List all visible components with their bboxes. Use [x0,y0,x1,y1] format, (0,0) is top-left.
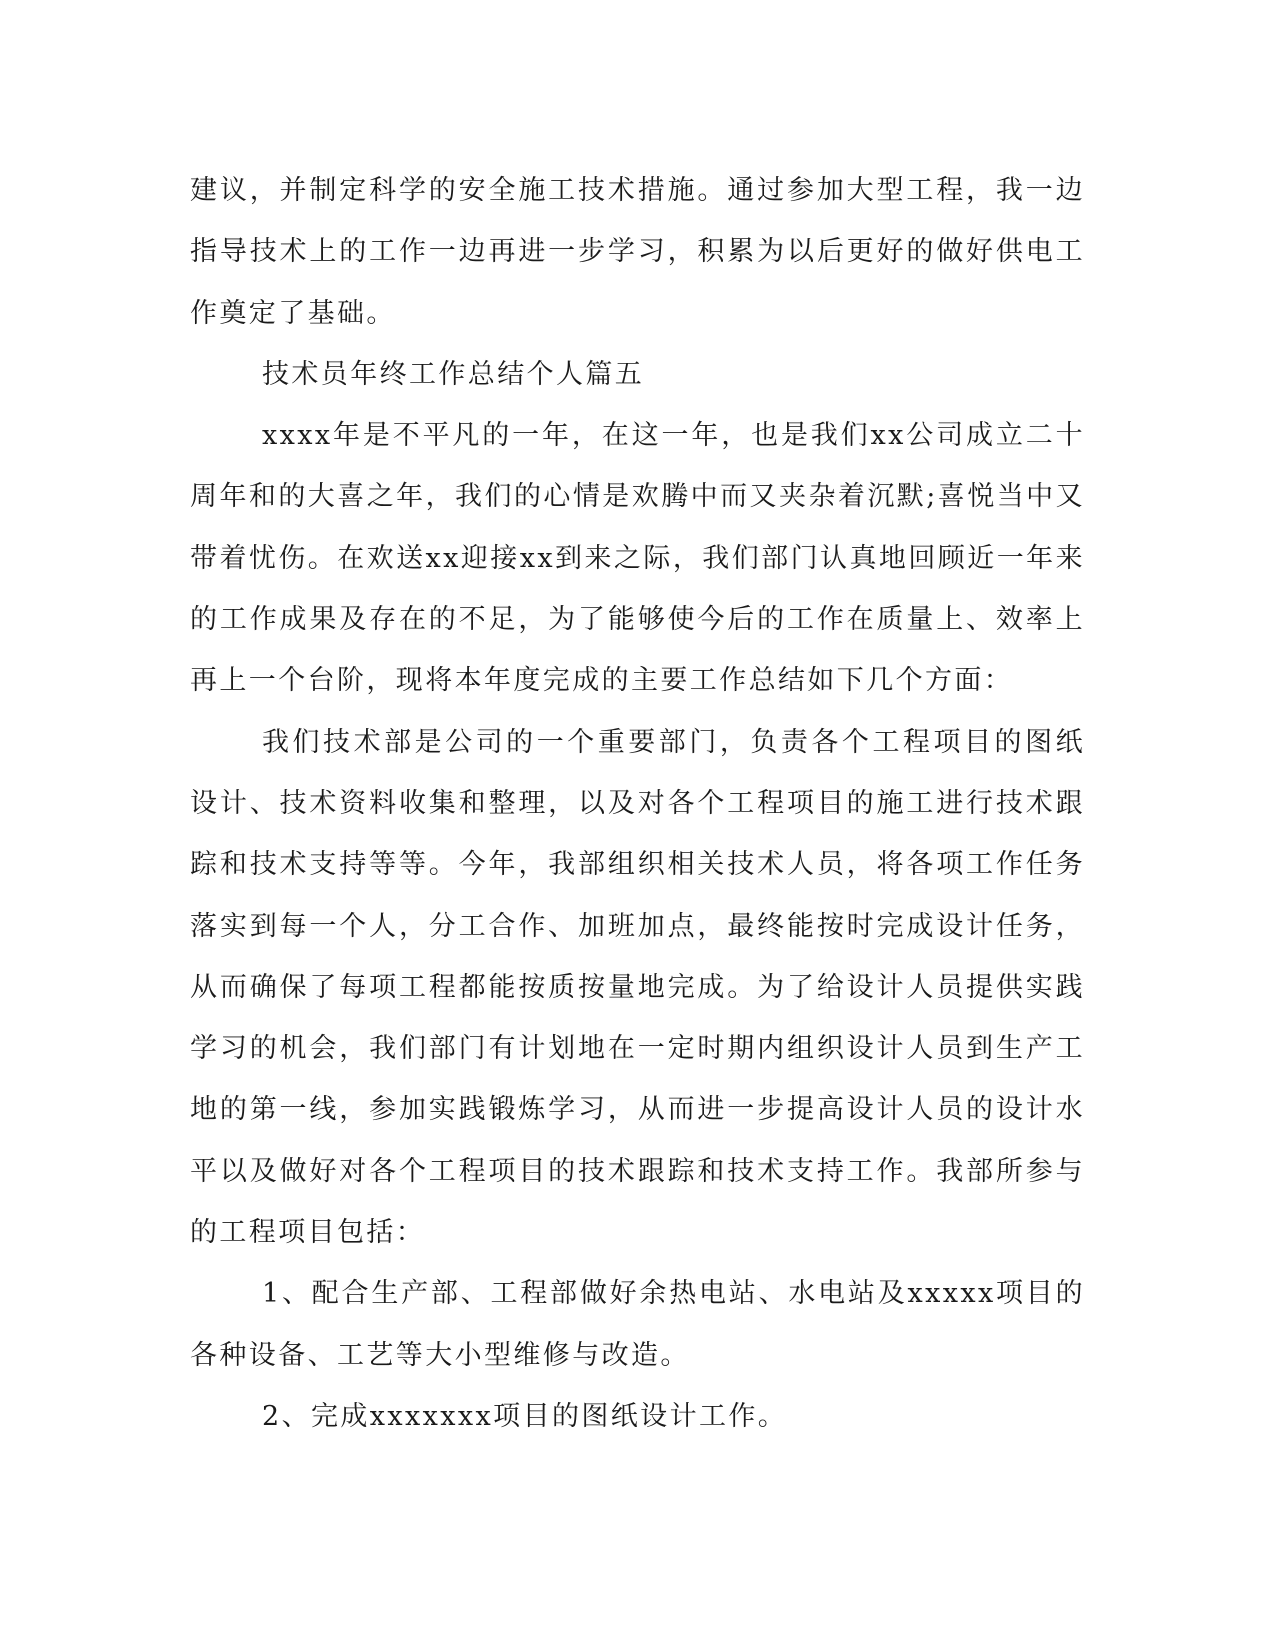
list-item-1: 1、配合生产部、工程部做好余热电站、水电站及xxxxx项目的各种设备、工艺等大小型维修与改造。 [190,1278,1085,1371]
list-item-2: 2、完成xxxxxxx项目的图纸设计工作。 [262,1400,788,1432]
paragraph-intro: xxxx年是不平凡的一年，在这一年，也是我们xx公司成立二十周年和的大喜之年，我们的心情是欢腾中而又夹杂着沉默;喜悦当中又带着忧伤。在欢送xx迎接xx到来之际，我们部门认真地回顾近一年来的工作成果及存在的不足，为了能够使今后的工作在质量上、效率上再上一个台阶，现将本年度完成的主要工作总结如下几个方面： [190,420,1085,697]
section-heading: 技术员年终工作总结个人篇五 [262,358,645,390]
document-body [190,160,1085,1447]
paragraph-department: 我们技术部是公司的一个重要部门，负责各个工程项目的图纸设计、技术资料收集和整理，以及对各个工程项目的施工进行技术跟踪和技术支持等等。今年，我部组织相关技术人员，将各项工作任务落实到每一个人，分工合作、加班加点，最终能按时完成设计任务，从而确保了每项工程都能按质按量地完成。为了给设计人员提供实践学习的机会，我们部门有计划地在一定时期内组织设计人员到生产工地的第一线，参加实践锻炼学习，从而进一步提高设计人员的设计水平以及做好对各个工程项目的技术跟踪和技术支持工作。我部所参与的工程项目包括： [190,726,1085,1249]
paragraph-continuation: 建议，并制定科学的安全施工技术措施。通过参加大型工程，我一边指导技术上的工作一边再进一步学习，积累为以后更好的做好供电工作奠定了基础。 [190,175,1085,329]
